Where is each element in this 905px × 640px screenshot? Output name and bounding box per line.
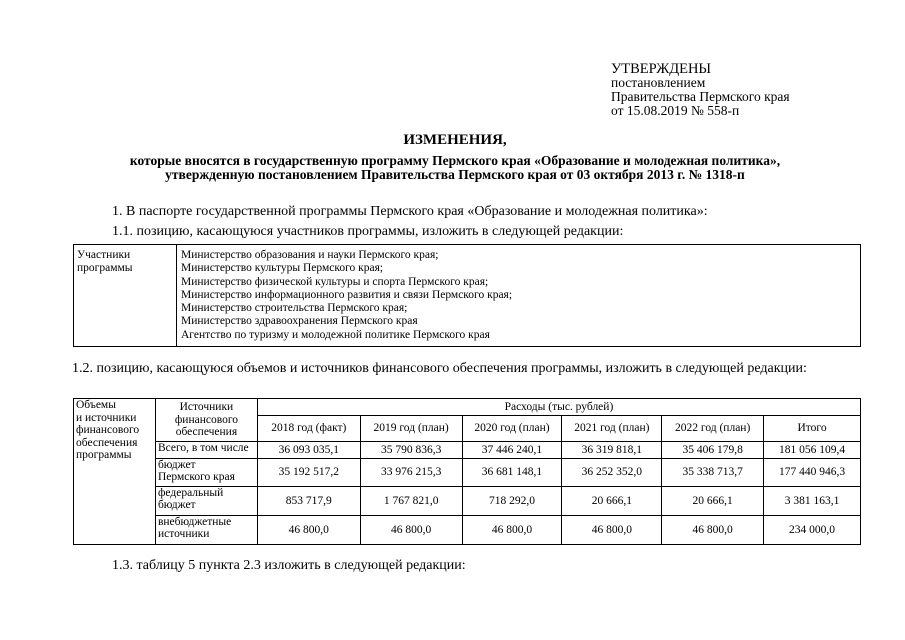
value-cell: 46 800,0 <box>360 516 462 545</box>
paragraph-1-3: 1.3. таблицу 5 пункта 2.3 изложить в следующей редакции: <box>112 558 466 573</box>
sources-header <box>155 399 257 442</box>
value-cell: 20 666,1 <box>562 487 662 516</box>
label-line: финансового <box>76 424 140 436</box>
value-cell: 20 666,1 <box>662 487 764 516</box>
value-cell: 36 319 818,1 <box>562 442 662 459</box>
list-item: Агентство по туризму и молодежной политике Пермского края <box>181 328 490 341</box>
value-cell: 33 976 215,3 <box>360 459 462 487</box>
header-line: Источники <box>179 401 234 414</box>
header-line: обеспечения <box>175 426 238 439</box>
value-cell: 35 790 836,3 <box>360 442 462 459</box>
value-cell: 37 446 240,1 <box>462 442 562 459</box>
year-header: 2018 год (факт) <box>257 416 360 442</box>
list-item: Министерство физической культуры и спорта Пермского края; <box>181 275 489 288</box>
table-row <box>74 487 861 516</box>
value-cell: 36 252 352,0 <box>562 459 662 487</box>
value-cell: 853 717,9 <box>257 487 360 516</box>
value-cell: 36 681 148,1 <box>462 459 562 487</box>
value-cell: 3 381 163,1 <box>764 487 861 516</box>
value-cell: 35 338 713,7 <box>662 459 764 487</box>
source-line: внебюджетные <box>157 516 232 528</box>
approval-stamp <box>611 62 790 118</box>
table-row <box>74 516 861 545</box>
year-header: 2021 год (план) <box>562 416 662 442</box>
source-line: Пермского края <box>157 471 235 483</box>
source-cell <box>155 459 257 487</box>
list-item: Министерство здравоохранения Пермского края <box>181 315 418 328</box>
approval-line: постановлением <box>611 75 706 90</box>
table-row <box>74 399 861 416</box>
finance-row-label <box>74 399 156 545</box>
value-cell: 46 800,0 <box>462 516 562 545</box>
participants-list <box>177 245 861 347</box>
approval-title: УТВЕРЖДЕНЫ <box>611 61 712 77</box>
year-header: 2020 год (план) <box>462 416 562 442</box>
label-line: обеспечения <box>76 436 138 449</box>
subtitle-line: утвержденную постановлением Правительства Пермского края от 03 октября 2013 г. № 1318-п <box>165 167 745 182</box>
list-item: Министерство строительства Пермского края; <box>181 302 408 315</box>
label-line: и источники <box>76 411 137 424</box>
source-cell <box>155 487 257 516</box>
document-subtitle <box>40 154 870 182</box>
source-line: бюджет <box>157 459 196 471</box>
value-cell: 46 800,0 <box>257 516 360 545</box>
source-line: федеральный <box>157 487 224 499</box>
value-cell: 35 192 517,2 <box>257 459 360 487</box>
paragraph-1-1: 1.1. позицию, касающуюся участников программы, изложить в следующей редакции: <box>112 224 624 239</box>
table-row <box>74 459 861 487</box>
label-line: программы <box>76 449 132 461</box>
source-cell <box>155 516 257 545</box>
source-line: бюджет <box>157 499 196 511</box>
finance-table <box>73 398 861 545</box>
approval-line: от 15.08.2019 № 558-п <box>611 103 740 118</box>
header-line: финансового <box>174 413 238 426</box>
expenses-header: Расходы (тыс. рублей) <box>257 399 860 416</box>
year-header: 2022 год (план) <box>662 416 764 442</box>
year-header: 2019 год (план) <box>360 416 462 442</box>
value-cell: 46 800,0 <box>562 516 662 545</box>
subtitle-line: которые вносятся в государственную программу Пермского края «Образование и молодежная политика», <box>129 153 781 168</box>
value-cell: 1 767 821,0 <box>360 487 462 516</box>
participants-table <box>73 244 861 347</box>
value-cell: 181 056 109,4 <box>764 442 861 459</box>
list-item: Министерство культуры Пермского края; <box>181 262 384 275</box>
table-row <box>74 245 861 347</box>
document-title: ИЗМЕНЕНИЯ, <box>403 132 507 148</box>
list-item: Министерство информационного развития и связи Пермского края; <box>181 288 513 301</box>
source-line: Всего, в том числе <box>157 442 249 454</box>
paragraph-1-2: 1.2. позицию, касающуюся объемов и источников финансового обеспечения программы, изложить в следующей редакции: <box>72 361 807 376</box>
value-cell: 35 406 179,8 <box>662 442 764 459</box>
source-line: источники <box>157 528 210 540</box>
table-row <box>74 442 861 459</box>
value-cell: 718 292,0 <box>462 487 562 516</box>
value-cell: 177 440 946,3 <box>764 459 861 487</box>
value-cell: 234 000,0 <box>764 516 861 545</box>
source-cell <box>155 442 257 459</box>
approval-line: Правительства Пермского края <box>611 89 790 104</box>
value-cell: 46 800,0 <box>662 516 764 545</box>
list-item: Министерство образования и науки Пермского края; <box>181 249 439 261</box>
paragraph-1: 1. В паспорте государственной программы Пермского края «Образование и молодежная политика»: <box>112 204 708 219</box>
label-line: программы <box>77 262 133 275</box>
label-line: Участники <box>77 249 131 261</box>
value-cell: 36 093 035,1 <box>257 442 360 459</box>
total-header: Итого <box>764 416 861 442</box>
participants-label <box>74 245 177 347</box>
label-line: Объемы <box>76 399 116 411</box>
